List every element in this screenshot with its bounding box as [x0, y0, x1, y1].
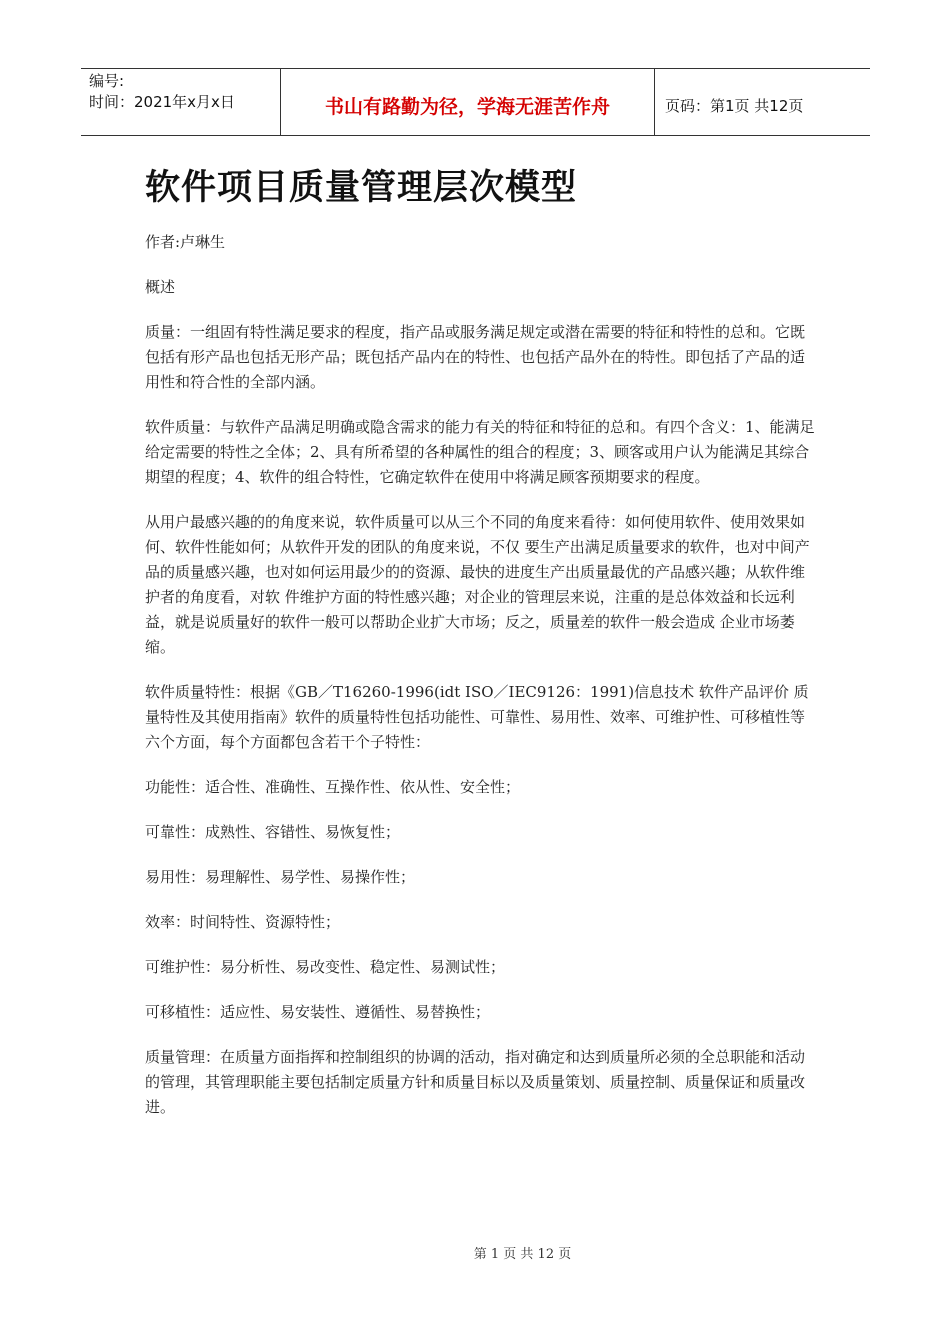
paragraph: 软件质量：与软件产品满足明确或隐含需求的能力有关的特征和特征的总和。有四个含义：1、能满足给定需要的特性之全体；2、具有所希望的各种属性的组合的程度；3、顾客或用户认为能满足其综合期望的程度；4、软件的组合特性，它确定软件在使用中将满足顾客预期要求的程度。	[145, 418, 815, 486]
header-table	[81, 68, 870, 136]
paragraph: 从用户最感兴趣的的角度来说，软件质量可以从三个不同的角度来看待：如何使用软件、使用效果如何、软件性能如何；从软件开发的团队的角度来说，不仅 要生产出满足质量要求的软件，也对中间产品的质量感兴趣，也对如何运用最少的的资源、最快的进度生产出质量最优的产品感兴趣；从软件维护者的角度看，对软 件维护方面的特性感兴趣；对企业的管理层来说，注重的是总体效益和长远利益，就是说质量好的软件一般可以帮助企业扩大市场；反之，质量差的软件一般会造成 企业市场萎缩。	[145, 513, 810, 656]
header-page-cell	[655, 69, 870, 135]
paragraph: 质量：一组固有特性满足要求的程度，指产品或服务满足规定或潜在需要的特征和特性的总和。它既包括有形产品也包括无形产品；既包括产品内在的特性、也包括产品外在的特性。即包括了产品的适用性和符合性的全部内涵。	[145, 323, 806, 391]
paragraph: 功能性：适合性、准确性、互操作性、依从性、安全性；	[145, 778, 521, 796]
paragraph: 可移植性：适应性、易安装性、遵循性、易替换性；	[145, 1003, 491, 1021]
paragraph: 效率：时间特性、资源特性；	[145, 913, 341, 931]
paragraph: 可维护性：易分析性、易改变性、稳定性、易测试性；	[145, 958, 506, 976]
paragraph: 易用性：易理解性、易学性、易操作性；	[145, 868, 416, 886]
motto-text: 书山有路勤为径，学海无涯苦作舟	[324, 95, 610, 118]
document-title: 软件项目质量管理层次模型	[145, 168, 578, 208]
time-label: 时间：2021年x月x日	[89, 93, 235, 111]
document-body	[145, 230, 817, 1140]
author-line: 作者:卢琳生	[145, 233, 226, 251]
number-label: 编号:	[89, 72, 125, 90]
page-label: 页码：第1页 共12页	[665, 96, 804, 115]
paragraph: 质量管理：在质量方面指挥和控制组织的协调的活动，指对确定和达到质量所必须的全总职能和活动的管理，其管理职能主要包括制定质量方针和质量目标以及质量策划、质量控制、质量保证和质量改进。	[145, 1048, 806, 1116]
page-footer: 第 1 页 共 12 页	[473, 1247, 572, 1262]
paragraph: 可靠性：成熟性、容错性、易恢复性；	[145, 823, 401, 841]
header-left-cell	[81, 69, 281, 135]
section-heading-overview: 概述	[145, 278, 176, 296]
header-motto-cell	[281, 69, 655, 135]
paragraph: 软件质量特性：根据《GB／T16260-1996(idt ISO／IEC9126：1991)信息技术 软件产品评价 质量特性及其使用指南》软件的质量特性包括功能性、可靠性、易用性、效率、可维护性、可移植性等六个方面，每个方面都包含若干个子特性：	[145, 683, 809, 751]
